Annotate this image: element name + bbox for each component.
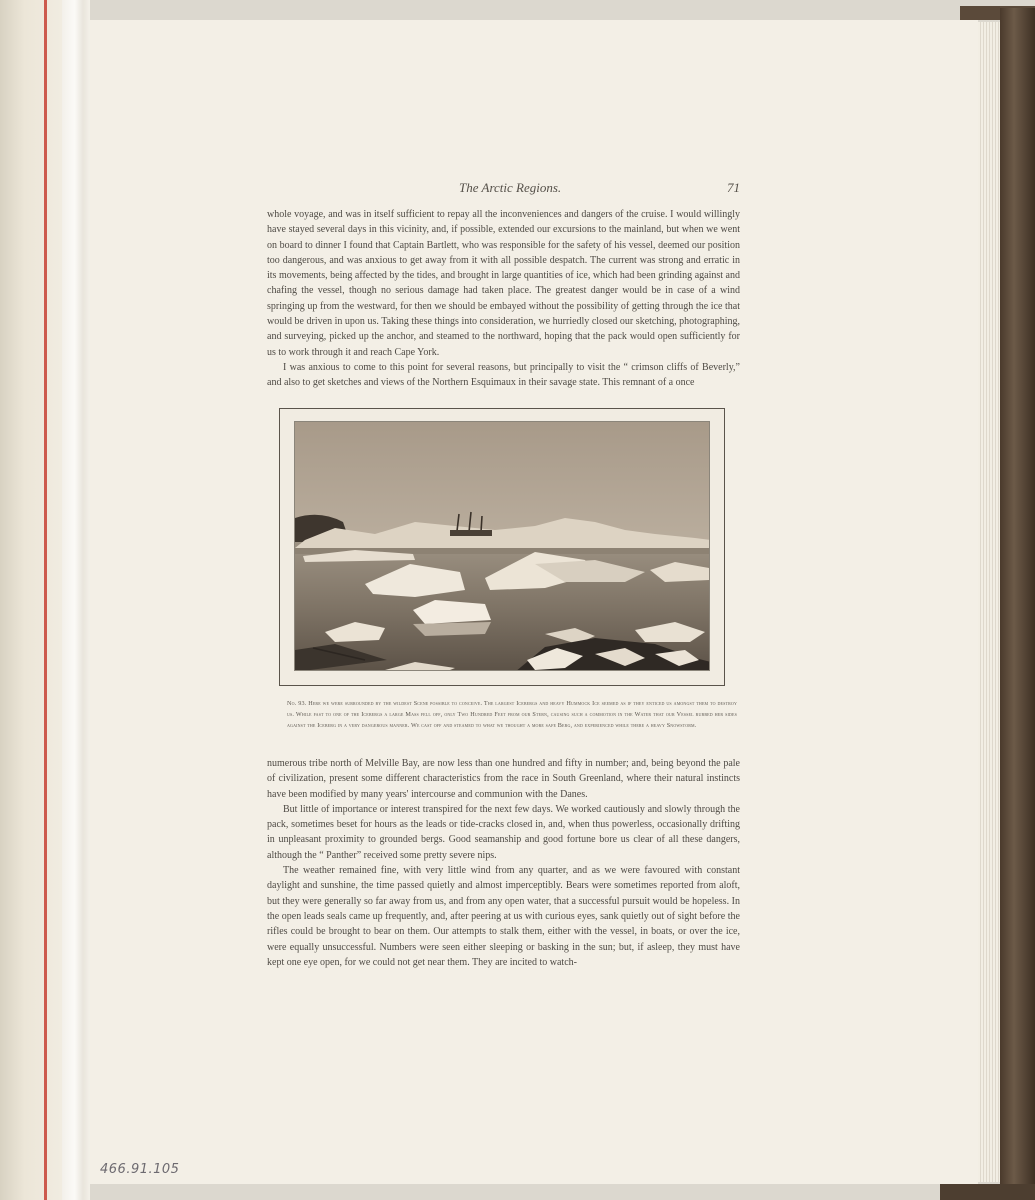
- body-text-bottom: [267, 756, 740, 970]
- book-gutter: [62, 0, 90, 1200]
- plate-caption: No. 93. Here we were surrounded by the wildest Scene possible to conceive. The largest Icebergs and heavy Hummock Ice seemed as if they enticed us amongst them to destroy us. While fast to one of the Icebergs a large Mass fell off, only Two Hundred Feet from our Stern, causing such a commotion in the Water that our Vessel rubbed her sides against the Iceberg in a very dangerous manner. We cast off and steamed to what we thought a more safe Berg, and experienced while there a heavy Snowstorm.: [287, 700, 737, 729]
- page-block-edges: [978, 22, 1000, 1182]
- facing-page-edge: [0, 0, 62, 1200]
- paragraph: whole voyage, and was in itself sufficient to repay all the inconveniences and dangers of the cruise. I would willingly have stayed several days in this vicinity, and, if possible, extended our excursions to the mainland, but when we went on board to dinner I found that Captain Bartlett, who was responsible for the safety of his vessel, deemed our position too dangerous, and was anxious to get away from it with all possible despatch. The current was strong and erratic in its movements, being affected by the tides, and brought in large quantities of ice, which had been grinding against and chafing the vessel, though no serious damage had taken place. The greatest danger would be in case of a wind springing up from the westward, for then we should be embayed without the possibility of getting through the ice that would be driven in upon us. Taking these things into consideration, we hurriedly closed our sketching, photographing, and surveying, picked up the anchor, and steamed to the northward, hoping that the pack would open sufficiently for us to work through it and reach Cape York.: [267, 209, 740, 358]
- book-cover-spine: [1000, 8, 1035, 1200]
- iceberg-photograph: [294, 421, 710, 671]
- paragraph: I was anxious to come to this point for several reasons, but principally to visit the “ crimson cliffs of Beverly,” and also to get sketches and views of the Northern Esquimaux in their savage state. This remnant of a once: [267, 361, 740, 389]
- paragraph: The weather remained fine, with very little wind from any quarter, and as we were favoured with constant daylight and sunshine, the time passed quietly and almost imperceptibly. Bears were sometimes reported from aloft, but they were generally so far away from us, and from any open water, that a successful pursuit would be hopeless. In the open leads seals came up frequently, and, after peering at us with curious eyes, sank quietly out of sight before the rifles could be brought to bear on them. Our attempts to stalk them, either with the vessel, in boats, or over the ice, were equally unsuccessful. Numbers were seen either sleeping or basking in the sun; but, if asleep, they must have kept one eye open, for we could not get near them. They are incited to watch-: [267, 865, 740, 968]
- running-title: The Arctic Regions.: [459, 180, 562, 195]
- paragraph: But little of importance or interest transpired for the next few days. We worked cautiously and slowly through the pack, sometimes beset for hours as the leads or tide-cracks closed in, and, when thus powerless, occasionally drifting in unpleasant proximity to grounded bergs. Good seamanship and good fortune bore us clear of all these dangers, although the “ Panther” received some pretty severe nips.: [267, 803, 740, 861]
- running-head: [267, 180, 740, 198]
- inventory-number: 466.91.105: [100, 1162, 180, 1177]
- book-cover-bottom: [940, 1184, 1035, 1200]
- photograph-plate: [279, 408, 725, 686]
- page-number: 71: [727, 180, 740, 195]
- paragraph: numerous tribe north of Melville Bay, are now less than one hundred and fifty in number; and, being beyond the pale of civilization, present some different characteristics from the race in South Greenland, where their natural instincts have been modified by many years' intercourse and communion with the Danes.: [267, 758, 740, 800]
- body-text-top: [267, 207, 740, 391]
